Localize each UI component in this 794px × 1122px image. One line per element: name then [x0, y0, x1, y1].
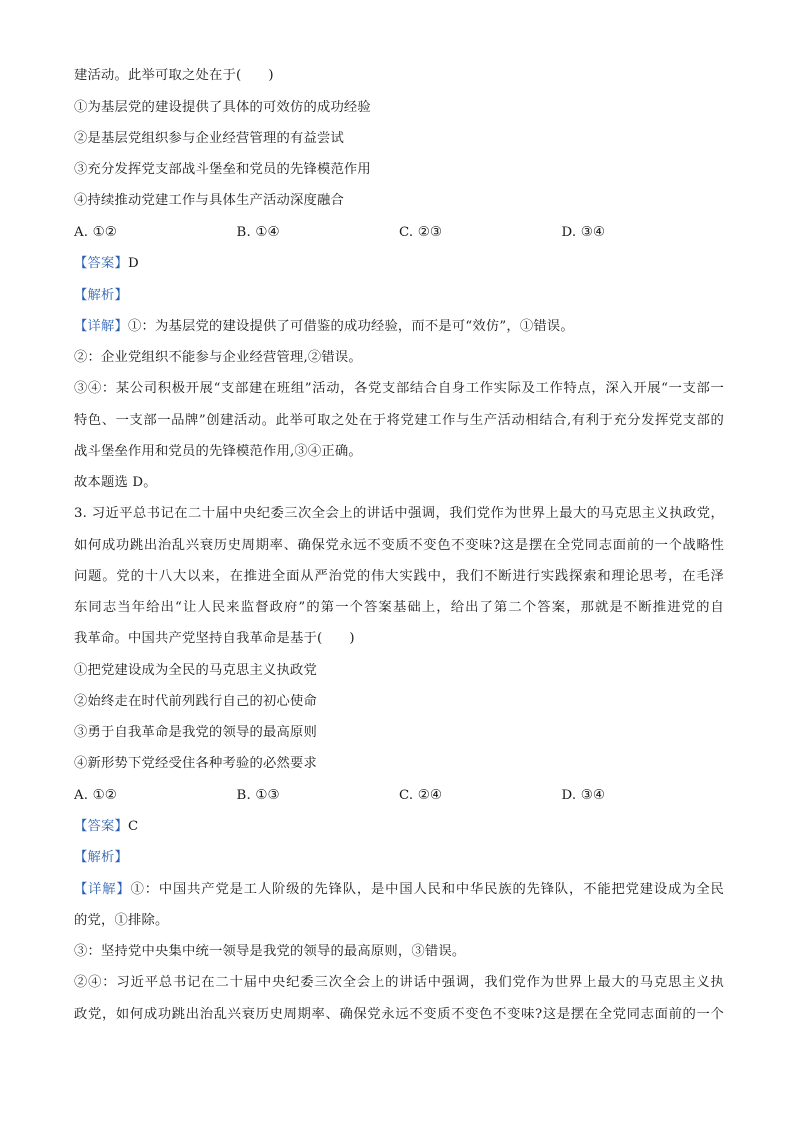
- question-stem: 3. 习近平总书记在二十届中央纪委三次全会上的讲话中强调，我们党作为世界上最大的马克思主义执政党，: [74, 506, 724, 521]
- answer-value: C: [128, 819, 139, 834]
- answer-tag: 【答案】: [74, 819, 128, 834]
- analysis-tag: 【解析】: [74, 288, 128, 303]
- conclusion-line: 故本题选 D。: [74, 475, 157, 490]
- answer-value: D: [128, 256, 139, 271]
- detail-line: 政党，如何成功跳出治乱兴衰历史周期率、确保党永远不变质不变色不变味?这是摆在全党同志面前的一个: [74, 1007, 724, 1022]
- option-3: ③充分发挥党支部战斗堡垒和党员的先锋模范作用: [74, 162, 371, 177]
- detail-line: 【详解】①：中国共产党是工人阶级的先锋队，是中国人民和中华民族的先锋队，不能把党建设成为全民: [74, 882, 724, 897]
- option-3: ③勇于自我革命是我党的领导的最高原则: [74, 725, 317, 740]
- detail-line: 【详解】①：为基层党的建设提供了可借鉴的成功经验，而不是可“效仿”，①错误。: [74, 319, 574, 334]
- choice-a: A. ①②: [74, 225, 117, 240]
- question-stem: 东同志当年给出“让人民来监督政府”的第一个答案基础上，给出了第二个答案，那就是不断推进党的自: [74, 600, 724, 615]
- answer-line: [74, 817, 724, 837]
- question-stem: 如何成功跳出治乱兴衰历史周期率、确保党永远不变质不变色不变味?这是摆在全党同志面前的一个战略性: [74, 538, 724, 553]
- option-1: ①为基层党的建设提供了具体的可效仿的成功经验: [74, 100, 371, 115]
- detail-line: ③④：某公司积极开展“支部建在班组”活动，各党支部结合自身工作实际及工作特点，深入开展“一支部一: [74, 381, 724, 396]
- choice-b: B. ①④: [236, 225, 280, 240]
- answer-line: [74, 254, 724, 274]
- option-2: ②是基层党组织参与企业经营管理的有益尝试: [74, 131, 344, 146]
- option-4: ④持续推动党建工作与具体生产活动深度融合: [74, 193, 344, 208]
- choice-row: [74, 223, 724, 243]
- choice-row: [74, 786, 724, 806]
- option-4: ④新形势下党经受住各种考验的必然要求: [74, 756, 317, 771]
- choice-d: D. ③④: [561, 225, 605, 240]
- question-stem-tail: 建活动。此举可取之处在于( ): [74, 68, 274, 83]
- choice-b: B. ①③: [236, 788, 280, 803]
- detail-line: ③：坚持党中央集中统一领导是我党的领导的最高原则，③错误。: [74, 944, 466, 959]
- option-1: ①把党建设成为全民的马克思主义执政党: [74, 663, 317, 678]
- choice-d: D. ③④: [561, 788, 605, 803]
- option-2: ②始终走在时代前列践行自己的初心使命: [74, 694, 317, 709]
- detail-line: ②④：习近平总书记在二十届中央纪委三次全会上的讲话中强调，我们党作为世界上最大的马克思主义执: [74, 975, 724, 990]
- detail-tag: 【详解】: [74, 882, 131, 897]
- choice-a: A. ①②: [74, 788, 117, 803]
- detail-tag: 【详解】: [74, 319, 128, 334]
- detail-line: 特色、一支部一品牌”创建活动。此举可取之处在于将党建工作与生产活动相结合,有利于充分发挥党支部的: [74, 413, 724, 428]
- analysis-tag: 【解析】: [74, 850, 128, 865]
- detail-line: ②：企业党组织不能参与企业经营管理,②错误。: [74, 350, 362, 365]
- choice-c: C. ②③: [399, 225, 442, 240]
- detail-line: 的党，①排除。: [74, 913, 169, 928]
- question-stem: 我革命。中国共产党坚持自我革命是基于( ): [74, 631, 355, 646]
- answer-tag: 【答案】: [74, 256, 128, 271]
- question-stem: 问题。党的十八大以来，在推进全面从严治党的伟大实践中，我们不断进行实践探索和理论思考，在毛泽: [74, 569, 724, 584]
- choice-c: C. ②④: [399, 788, 442, 803]
- detail-line: 战斗堡垒作用和党员的先锋模范作用,③④正确。: [74, 444, 362, 459]
